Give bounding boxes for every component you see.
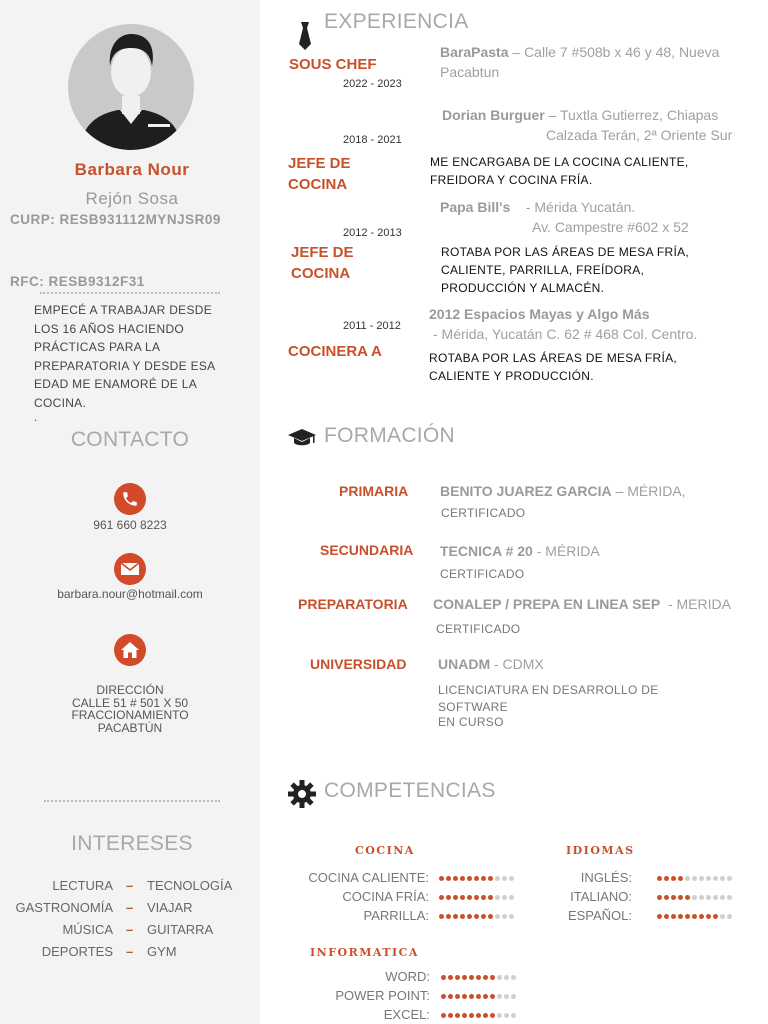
rating-dot-filled (446, 895, 451, 900)
rating-dot-filled (657, 876, 662, 881)
rating-dot-filled (490, 1013, 495, 1018)
edu-status-2: EN CURSO (438, 715, 504, 729)
rating-dot-filled (460, 914, 465, 919)
skill-label: INGLÉS: (580, 870, 632, 885)
rating-dot-filled (462, 975, 467, 980)
job-title: JEFE DE COCINA (291, 244, 354, 282)
rating-dot-empty (727, 914, 732, 919)
skill-label: EXCEL: (383, 1007, 430, 1022)
skill-label: ITALIANO: (570, 889, 632, 904)
email-text: barbara.nour@hotmail.com (57, 587, 203, 601)
interest-separator: – (126, 900, 134, 915)
edu-school (438, 656, 544, 672)
rating-dot-empty (706, 876, 711, 881)
job-description: ROTABA POR LAS ÁREAS DE MESA FRÍA, CALIENTE, PARRILLA, FREÍDORA, PRODUCCIÓN Y ALMACÉN. (441, 245, 690, 295)
skills-title: COMPETENCIAS (324, 779, 496, 802)
edu-status: CERTIFICADO (440, 567, 525, 581)
edu-level: PREPARATORIA (298, 596, 408, 612)
edu-status: CERTIFICADO (436, 622, 521, 636)
interest-left: GASTRONOMÍA (15, 900, 113, 915)
rating-dot-filled (448, 1013, 453, 1018)
skill-label: COCINA CALIENTE: (308, 870, 429, 885)
rating-dot-empty (699, 895, 704, 900)
school-name: CONALEP / PREPA EN LINEA SEP (433, 596, 661, 612)
rating-dot-filled (467, 895, 472, 900)
skill-rating (441, 1010, 516, 1020)
rating-dot-filled (483, 994, 488, 999)
rating-dot-filled (448, 994, 453, 999)
rating-dot-filled (474, 914, 479, 919)
rating-dot-filled (441, 975, 446, 980)
rating-dot-filled (462, 994, 467, 999)
rating-dot-empty (706, 895, 711, 900)
edu-level: UNIVERSIDAD (310, 656, 407, 672)
edu-school (440, 483, 686, 499)
interest-separator: – (126, 944, 134, 959)
job-company (442, 105, 718, 125)
rating-dot-empty (511, 994, 516, 999)
job-dates: 2018 - 2021 (343, 134, 402, 146)
skill-group-title: INFORMATICA (310, 946, 419, 959)
rating-dot-filled (664, 876, 669, 881)
school-name: UNADM (438, 656, 491, 672)
skill-label: COCINA FRÍA: (342, 889, 429, 904)
skill-rating (657, 911, 732, 921)
rating-dot-filled (455, 1013, 460, 1018)
avatar (68, 24, 194, 150)
school-place: - CDMX (494, 656, 544, 672)
person-icon (68, 24, 194, 150)
edu-level: PRIMARIA (339, 483, 409, 499)
rating-dot-filled (469, 975, 474, 980)
edu-level: SECUNDARIA (320, 542, 414, 558)
interest-left: MÚSICA (62, 922, 113, 937)
skill-group-title: COCINA (355, 844, 415, 857)
rating-dot-filled (453, 895, 458, 900)
rating-dot-filled (460, 876, 465, 881)
rating-dot-filled (685, 914, 690, 919)
edu-school (433, 596, 731, 612)
interest-right: TECNOLOGÍA (147, 878, 233, 893)
rating-dot-filled (490, 994, 495, 999)
rating-dot-empty (685, 876, 690, 881)
rating-dot-filled (657, 895, 662, 900)
rating-dot-filled (469, 1013, 474, 1018)
rating-dot-filled (460, 895, 465, 900)
job-description: ROTABA POR LAS ÁREAS DE MESA FRÍA, CALIENTE Y PRODUCCIÓN. (429, 351, 678, 383)
rating-dot-filled (671, 895, 676, 900)
job-company (429, 304, 649, 324)
rating-dot-filled (439, 895, 444, 900)
education-title: FORMACIÓN (324, 424, 456, 447)
rating-dot-filled (467, 914, 472, 919)
rating-dot-empty (699, 876, 704, 881)
company-location-2: Calzada Terán, 2ª Oriente Sur (546, 127, 733, 143)
skill-rating (441, 972, 516, 982)
interest-right: GYM (147, 944, 177, 959)
rating-dot-empty (497, 994, 502, 999)
interest-right: GUITARRA (147, 922, 214, 937)
job-description: ME ENCARGABA DE LA COCINA CALIENTE, FREIDORA Y COCINA FRÍA. (430, 155, 689, 187)
divider (44, 800, 220, 802)
company-name: Dorian Burguer (442, 107, 545, 123)
rating-dot-empty (497, 1013, 502, 1018)
rating-dot-empty (727, 895, 732, 900)
rating-dot-filled (706, 914, 711, 919)
rating-dot-filled (678, 876, 683, 881)
rating-dot-empty (727, 876, 732, 881)
rating-dot-empty (692, 876, 697, 881)
skill-label: ESPAÑOL: (567, 908, 632, 923)
bio-dot: . (34, 410, 38, 424)
rating-dot-filled (678, 914, 683, 919)
graduation-cap-icon (287, 427, 317, 452)
rating-dot-empty (511, 975, 516, 980)
rating-dot-filled (692, 914, 697, 919)
edu-school (440, 543, 600, 559)
rating-dot-filled (441, 1013, 446, 1018)
rating-dot-filled (490, 975, 495, 980)
school-place: - MÉRIDA (536, 543, 600, 559)
rating-dot-filled (699, 914, 704, 919)
rating-dot-filled (453, 914, 458, 919)
rating-dot-filled (476, 994, 481, 999)
interests-title: INTERESES (71, 832, 193, 855)
skill-label: WORD: (385, 969, 430, 984)
rating-dot-filled (483, 975, 488, 980)
rating-dot-empty (713, 895, 718, 900)
rating-dot-filled (439, 914, 444, 919)
rating-dot-filled (453, 876, 458, 881)
rating-dot-empty (720, 914, 725, 919)
rating-dot-empty (504, 1013, 509, 1018)
rating-dot-filled (664, 895, 669, 900)
company-location: – Tuxtla Gutierrez, Chiapas (548, 107, 719, 123)
job-dates: 2011 - 2012 (343, 320, 401, 332)
address-block (0, 684, 260, 734)
rating-dot-filled (474, 895, 479, 900)
school-name: BENITO JUAREZ GARCIA (440, 483, 612, 499)
rating-dot-filled (483, 1013, 488, 1018)
job-dates: 2012 - 2013 (343, 227, 402, 239)
job-company (440, 197, 635, 217)
company-name: Papa Bill's (440, 199, 511, 215)
curp-text: CURP: RESB931112MYNJSR09 (10, 212, 221, 227)
rating-dot-filled (474, 876, 479, 881)
rating-dot-filled (671, 914, 676, 919)
tie-icon (297, 20, 313, 57)
rating-dot-empty (504, 994, 509, 999)
company-name: 2012 Espacios Mayas y Algo Más (429, 306, 650, 322)
interest-left: LECTURA (52, 878, 113, 893)
rfc-text: RFC: RESB9312F31 (10, 274, 145, 289)
company-name: BaraPasta (440, 44, 509, 60)
rating-dot-filled (481, 914, 486, 919)
edu-status: LICENCIATURA EN DESARROLLO DE SOFTWARE (438, 683, 659, 714)
divider (40, 292, 220, 294)
job-title: COCINERA A (288, 343, 382, 360)
profile-last-name: Rejón Sosa (85, 189, 179, 208)
interest-right: VIAJAR (147, 900, 193, 915)
rating-dot-filled (685, 895, 690, 900)
rating-dot-filled (657, 914, 662, 919)
rating-dot-filled (476, 975, 481, 980)
rating-dot-filled (481, 876, 486, 881)
rating-dot-filled (713, 914, 718, 919)
company-location-2: Av. Campestre #602 x 52 (532, 219, 689, 235)
rating-dot-filled (678, 895, 683, 900)
rating-dot-filled (441, 994, 446, 999)
rating-dot-filled (446, 876, 451, 881)
interest-left: DEPORTES (41, 944, 113, 959)
rating-dot-empty (713, 876, 718, 881)
gear-icon (287, 779, 317, 814)
rating-dot-empty (504, 975, 509, 980)
experience-title: EXPERIENCIA (324, 10, 469, 33)
company-location: – Calle 7 #508b x 46 y 48, Nueva Pacabtun (440, 44, 720, 80)
school-name: TECNICA # 20 (440, 543, 533, 559)
profile-first-name: Barbara Nour (74, 160, 190, 179)
bio-text: EMPECÉ A TRABAJAR DESDE LOS 16 AÑOS HACIENDO PRÁCTICAS PARA LA PREPARATORIA Y DESDE ESA EDAD ME ENAMORÉ DE LA COCINA. (34, 303, 215, 410)
skill-label: POWER POINT: (335, 988, 430, 1003)
rating-dot-filled (671, 876, 676, 881)
school-place: – MÉRIDA, (615, 483, 686, 499)
rating-dot-filled (446, 914, 451, 919)
skill-label: PARRILLA: (363, 908, 429, 923)
rating-dot-empty (497, 975, 502, 980)
rating-dot-empty (692, 895, 697, 900)
rating-dot-filled (467, 876, 472, 881)
rating-dot-empty (720, 876, 725, 881)
rating-dot-empty (720, 895, 725, 900)
rating-dot-empty (511, 1013, 516, 1018)
rating-dot-filled (469, 994, 474, 999)
job-title: JEFE DE COCINA (288, 155, 351, 193)
edu-status: CERTIFICADO (441, 506, 526, 520)
skill-rating (441, 991, 516, 1001)
rating-dot-filled (455, 994, 460, 999)
skill-rating (657, 892, 732, 902)
job-dates: 2022 - 2023 (343, 78, 402, 90)
rating-dot-filled (439, 876, 444, 881)
address-line-1: CALLE 51 # 501 X 50 (71, 695, 189, 710)
skill-rating (657, 873, 732, 883)
job-company (440, 42, 750, 82)
home-icon (114, 634, 146, 666)
school-place: - MERIDA (667, 596, 731, 612)
skill-group-title: IDIOMAS (566, 844, 635, 857)
rating-dot-filled (448, 975, 453, 980)
address-line-3: PACABTÚN (97, 720, 163, 735)
company-location: - Mérida Yucatán. (525, 199, 636, 215)
company-location: - Mérida, Yucatán C. 62 # 468 Col. Centro. (433, 326, 698, 342)
address-line-2: FRACCIONAMIENTO (71, 708, 189, 722)
job-title: SOUS CHEF (289, 56, 377, 73)
rating-dot-filled (462, 1013, 467, 1018)
interest-separator: – (126, 922, 134, 937)
contact-title: CONTACTO (70, 428, 190, 451)
phone-text: 961 660 8223 (93, 518, 167, 532)
rating-dot-filled (481, 895, 486, 900)
rating-dot-filled (455, 975, 460, 980)
rating-dot-filled (664, 914, 669, 919)
interest-separator: – (126, 878, 134, 893)
mail-icon (114, 553, 146, 585)
address-label: DIRECCIÓN (96, 683, 164, 697)
rating-dot-filled (476, 1013, 481, 1018)
phone-icon (114, 483, 146, 515)
